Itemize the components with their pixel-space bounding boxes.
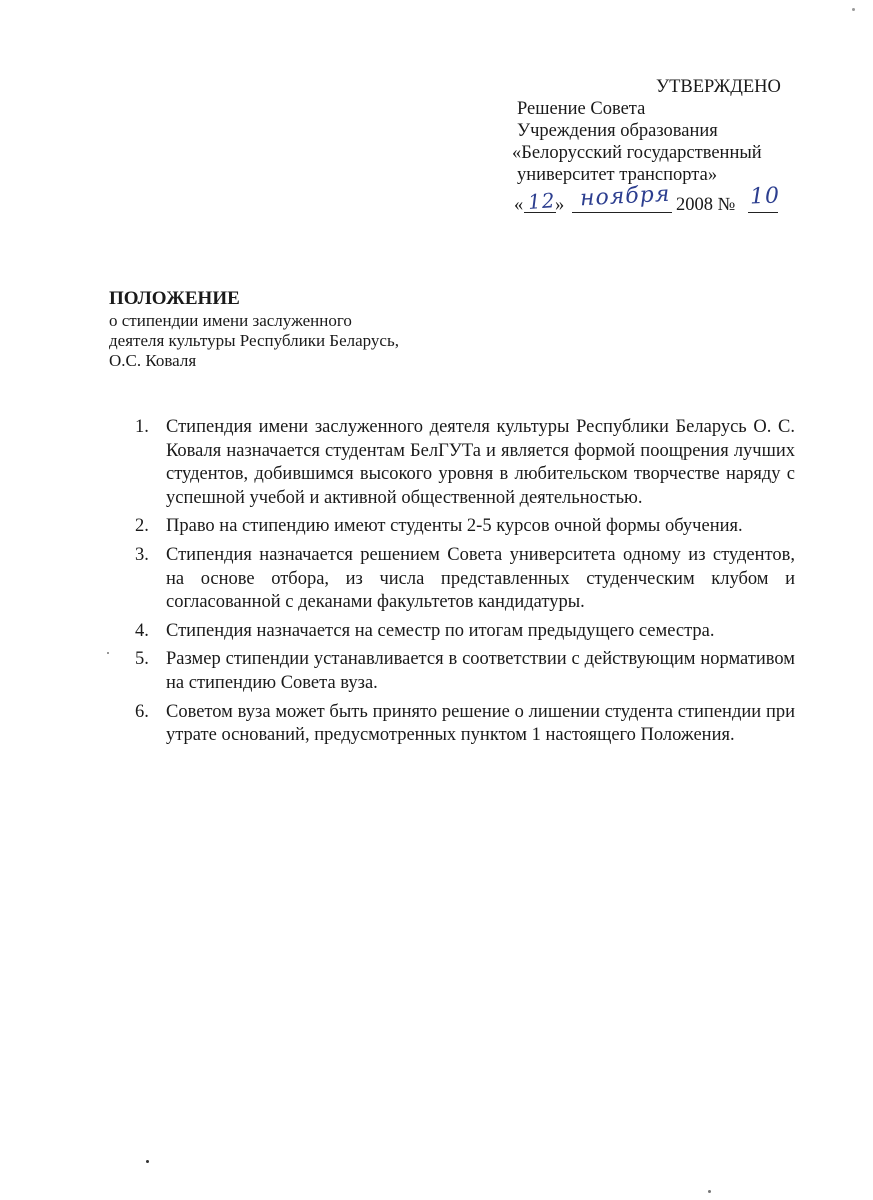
list-item <box>135 701 795 748</box>
scan-speck <box>107 652 109 654</box>
list-item-number: 5. <box>135 649 149 670</box>
regulation-items-list <box>135 416 795 753</box>
date-year-text: 2008 № <box>676 195 736 215</box>
document-heading <box>109 287 529 371</box>
list-item-text: Стипендия назначается на семестр по итогам предыдущего семестра. <box>166 620 715 641</box>
approval-date-line <box>512 181 812 218</box>
scan-speck <box>708 1190 711 1193</box>
list-item-text: Размер стипендии устанавливается в соответствии с действующим нормативом на стипендию Совета вуза. <box>166 649 795 693</box>
list-item <box>135 544 795 615</box>
scan-speck <box>146 1160 149 1163</box>
date-month-handwritten: ноября <box>579 181 671 212</box>
list-item <box>135 648 795 695</box>
document-title: ПОЛОЖЕНИЕ <box>109 288 240 309</box>
list-item-number: 4. <box>135 620 149 641</box>
list-item-text: Право на стипендию имеют студенты 2-5 курсов очной формы обучения. <box>166 516 743 537</box>
list-item-number: 2. <box>135 516 149 537</box>
approval-university-line-1: «Белорусский государственный <box>512 143 762 163</box>
date-number-blank <box>748 212 778 213</box>
date-number-handwritten: 10 <box>749 183 781 210</box>
date-close-quote: » <box>555 195 565 215</box>
approval-university-line-2: университет транспорта» <box>517 165 718 185</box>
date-day-handwritten: 12 <box>527 188 557 214</box>
scan-speck <box>852 8 855 11</box>
list-item-number: 3. <box>135 544 149 565</box>
date-month-blank <box>572 212 672 213</box>
list-item-number: 6. <box>135 701 149 722</box>
list-item-text: Стипендия имени заслуженного деятеля культуры Республики Беларусь О. С. Коваля назначается студентам БелГУТа и является формой поощрения лучших студентов, добившимся высокого уровня в любительском творчестве наряду с успешной учебой и активной общественной деятельностью. <box>166 417 795 508</box>
list-item <box>135 515 795 539</box>
approval-decision-line: Решение Совета <box>517 99 646 119</box>
document-subtitle-line-1: о стипендии имени заслуженного <box>109 311 352 330</box>
document-subtitle-line-3: О.С. Коваля <box>109 351 197 370</box>
list-item-text: Советом вуза может быть принято решение о лишении студента стипендии при утрате оснований, предусмотренных пунктом 1 настоящего Положения. <box>166 701 795 746</box>
approval-stamp-block <box>512 76 812 218</box>
approval-title: УТВЕРЖДЕНО <box>656 77 781 97</box>
list-item <box>135 416 795 510</box>
list-item-text: Стипендия назначается решением Совета университета одному из студентов, на основе отбора, из числа представленных студенческим клубом и согласованной с деканами факультетов кандидатуры. <box>166 544 795 613</box>
approval-institution-line: Учреждения образования <box>517 121 718 141</box>
list-item <box>135 620 795 644</box>
date-open-quote: « <box>514 195 524 215</box>
list-item-number: 1. <box>135 417 149 437</box>
document-subtitle-line-2: деятеля культуры Республики Беларусь, <box>109 331 399 350</box>
